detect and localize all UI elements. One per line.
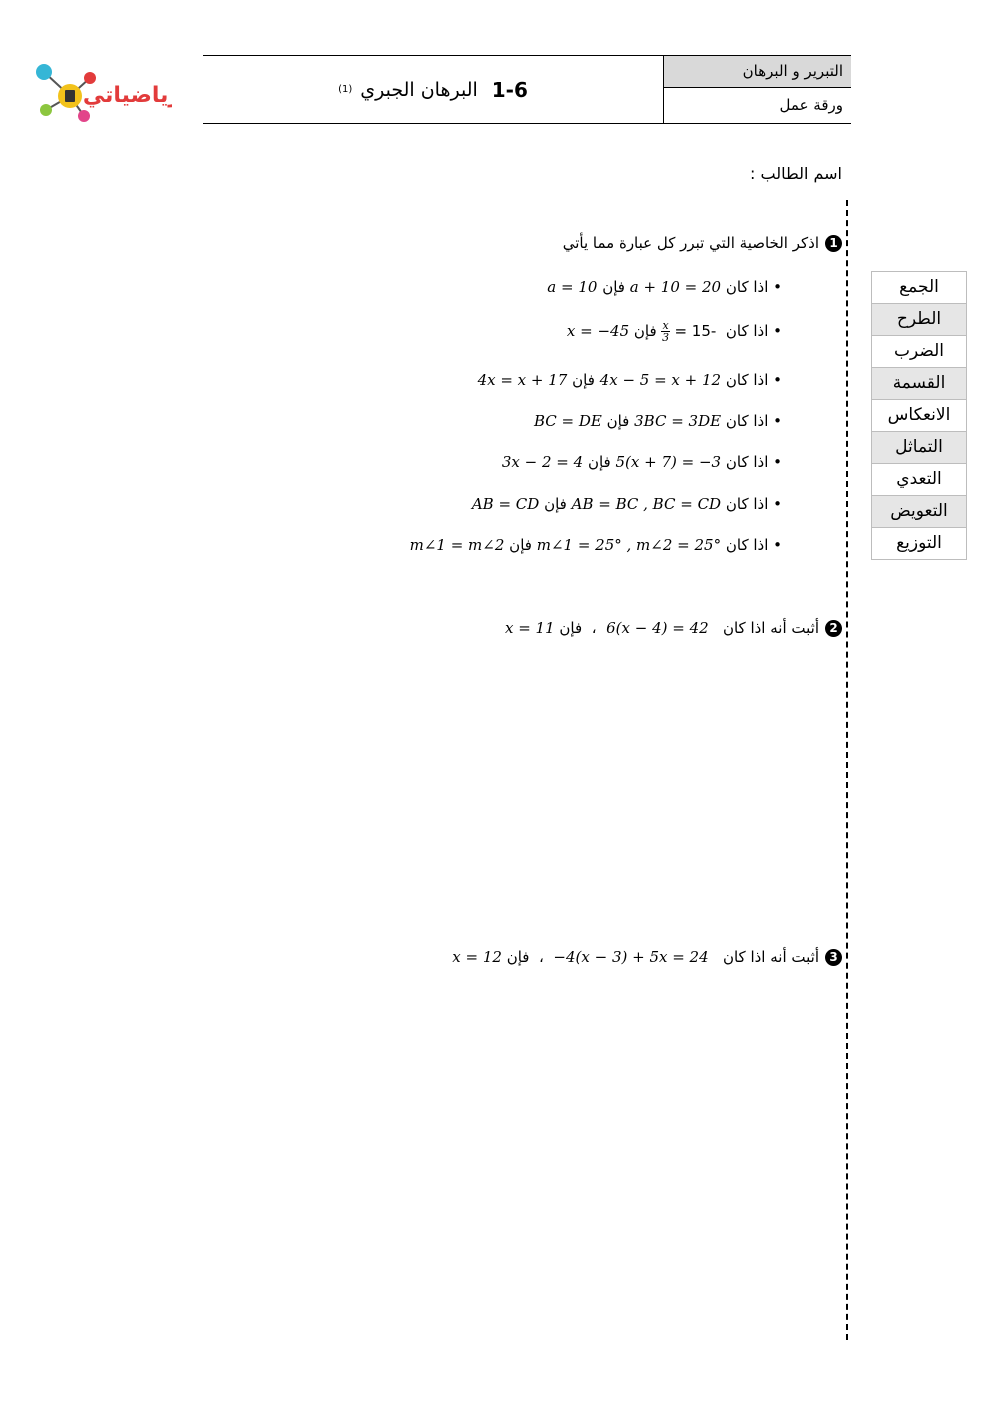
question-then: فإن — [506, 948, 530, 966]
lesson-number: 1-6 — [491, 77, 528, 102]
property-multiplication: الضرب — [872, 336, 966, 368]
item-given: 4x − 5 = x + 12 — [599, 371, 722, 389]
item-if: اذا كان — [725, 453, 769, 471]
separator: ، — [591, 619, 597, 637]
q1-item-4: • اذا كان 3BC = 3DE فإن BC = DE — [533, 412, 782, 430]
item-then: فإن — [544, 495, 567, 513]
question-number: 2 — [825, 620, 842, 637]
property-reflexive: الانعكاس — [872, 400, 966, 432]
item-then: فإن — [606, 412, 630, 430]
property-transitive: التعدي — [872, 464, 966, 496]
property-addition: الجمع — [872, 272, 966, 304]
question-result: x = 12 — [452, 948, 502, 966]
item-given: -15 = — [674, 322, 717, 340]
item-given: AB = BC , BC = CD — [571, 495, 722, 513]
logo — [32, 58, 172, 128]
student-name-label: اسم الطالب : — [750, 164, 842, 183]
item-then: فإن — [509, 536, 532, 554]
item-result: m∠1 = m∠2 — [409, 536, 505, 554]
item-given: 5(x + 7) = −3 — [615, 453, 722, 471]
item-if: اذا كان — [725, 495, 769, 513]
item-result: AB = CD — [471, 495, 540, 513]
item-given: 3BC = 3DE — [634, 412, 722, 430]
lesson-title: البرهان الجبري — [360, 78, 478, 101]
header-bottom-rule — [203, 123, 851, 124]
q1-item-2: • اذا كان -15 = $\frac{x}{3}$ فإن x = −45 — [566, 319, 782, 344]
q1-item-3: • اذا كان 4x − 5 = x + 12 فإن 4x = x + 17 — [477, 371, 782, 389]
property-distributive: التوزيع — [896, 533, 942, 553]
properties-list — [871, 271, 967, 560]
property-symmetric: التماثل — [872, 432, 966, 464]
property-substitution: التعويض — [872, 496, 966, 528]
item-then: فإن — [587, 453, 611, 471]
item-if: اذا كان — [725, 536, 769, 554]
question-result: x = 11 — [504, 619, 555, 637]
property-division: القسمة — [872, 368, 966, 400]
q1-item-7: • اذا كان m∠1 = 25° , m∠2 = 25° فإن m∠1 = m∠2 — [409, 536, 782, 554]
item-given: a + 10 = 20 — [629, 278, 722, 296]
item-then: فإن — [572, 371, 595, 389]
logo-text: رياضياتي — [82, 83, 172, 108]
q1-item-1: • اذا كان a + 10 = 20 فإن a = 10 — [547, 278, 782, 296]
item-if: اذا كان — [725, 278, 769, 296]
question-number: 3 — [825, 949, 842, 966]
question-3 — [452, 948, 842, 966]
lesson-part: (1) — [338, 84, 353, 95]
item-result: x = −45 — [566, 322, 630, 340]
item-result: a = 10 — [547, 278, 598, 296]
item-then: فإن — [602, 278, 625, 296]
question-prompt: أثبت أنه اذا كان — [722, 619, 819, 637]
item-result: BC = DE — [533, 412, 602, 430]
item-given: m∠1 = 25° , m∠2 = 25° — [536, 536, 722, 554]
item-result: 4x = x + 17 — [477, 371, 568, 389]
question-given: −4(x − 3) + 5x = 24 — [553, 948, 709, 966]
fraction-denominator: 3 — [662, 331, 670, 344]
item-result: 3x − 2 = 4 — [501, 453, 584, 471]
fraction-numerator: x — [662, 319, 669, 332]
question-number: 1 — [825, 235, 842, 252]
sheet-type: ورقة عمل — [779, 96, 843, 114]
question-prompt: اذكر الخاصية التي تبرر كل عبارة مما يأتي — [562, 234, 819, 252]
question-prompt: أثبت أنه اذا كان — [722, 948, 819, 966]
separator: ، — [539, 948, 544, 966]
chapter-title: التبرير و البرهان — [664, 56, 851, 87]
item-if: اذا كان — [725, 371, 769, 389]
item-if: اذا كان — [725, 412, 769, 430]
question-2 — [505, 619, 842, 637]
q1-item-6: • اذا كان AB = BC , BC = CD فإن AB = CD — [471, 495, 782, 513]
property-subtraction: الطرح — [872, 304, 966, 336]
fraction — [661, 320, 669, 343]
question-then: فإن — [559, 619, 583, 637]
question-given: 6(x − 4) = 42 — [606, 619, 709, 637]
dashed-separator — [846, 200, 848, 1340]
logo-graphic — [32, 58, 172, 128]
lesson-heading — [203, 56, 663, 123]
q1-item-5: • اذا كان 5(x + 7) = −3 فإن 3x − 2 = 4 — [501, 453, 782, 471]
question-1 — [563, 234, 842, 252]
item-if: اذا كان — [725, 322, 769, 340]
item-then: فإن — [633, 322, 657, 340]
